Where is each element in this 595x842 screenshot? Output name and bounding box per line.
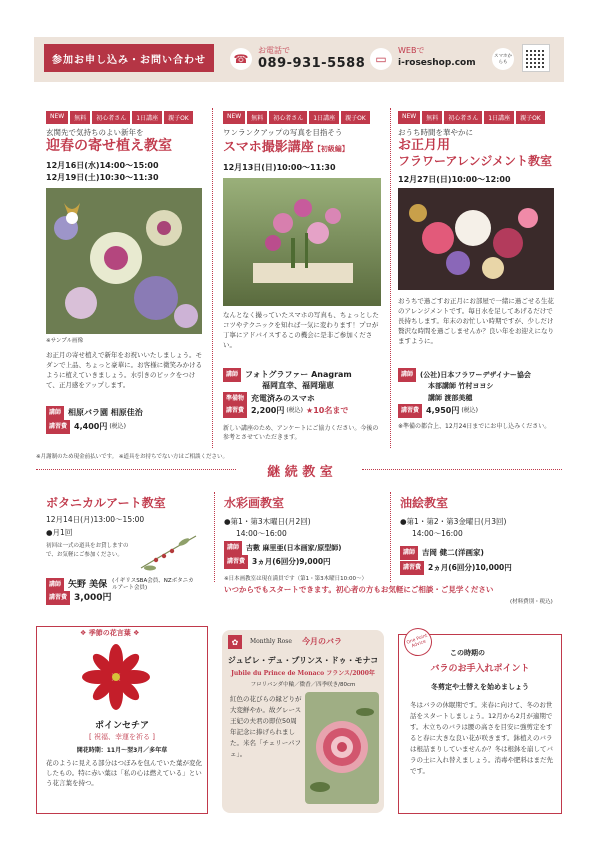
k2-fee: 3ヵ月(6回分)9,000円 [252,557,331,566]
c1-fee: 4,400円 [74,422,108,431]
k3-title: 油絵教室 [400,496,449,510]
c2-fee: 2,200円 [251,406,285,415]
fee-label: 講習費 [223,404,247,418]
c2-tags [223,111,370,124]
rose-label: 今月のバラ [302,637,342,646]
web-label: WEBで [398,46,425,55]
k2-time: 14:00〜16:00 [236,529,287,538]
c2-date: 12月13日(日)10:00〜11:30 [223,163,336,172]
tag: NEW [223,111,245,124]
c1-title: 迎春の寄せ植え教室 [46,138,172,154]
c1-fee-row [46,420,126,434]
k1-fee: 3,000円 [74,593,112,603]
care-title: バラのお手入れポイント [430,664,530,674]
tag: 1日講座 [309,111,339,124]
k2-note: ※日本画教室は現在満員です（第1・第3木曜日10:00〜） [224,576,367,582]
tag: 初心者さん [269,111,307,124]
continuing-title: 継 続 教 室 [267,465,333,480]
teacher-label: 講師 [400,546,418,560]
c2-teacher: フォトグラファー Anagram [245,370,352,379]
rose-latin: Jubile du Prince de Monaco フランス/2000年 [231,670,375,677]
rose-label-en: Monthly Rose [250,638,292,645]
c1-teacher: 相原バラ園 相原佳治 [68,408,143,417]
hana-meaning: [ 祝福、幸運を祈る ] [89,733,155,741]
c3-subtitle: おうち時間を華やかに [398,128,473,137]
c2-teacher2: 福岡直幸、福岡瑞恵 [262,381,334,390]
c3-fee-note: (税込) [461,407,479,414]
care-head: この時期の [450,649,485,657]
divider [36,469,236,470]
c1-fee-note: (税込) [109,423,127,430]
phone-label: お電話で [258,46,290,55]
phone-number[interactable]: 089-931-5588 [258,56,366,71]
k3-freq: ●第1・第2・第3金曜日(月3回) [400,517,507,526]
c3-photo [398,188,554,290]
tag: NEW [398,111,420,124]
computer-icon: ▭ [370,48,392,70]
c2-fee-row [223,404,348,418]
one-point-badge: One Point Advice [400,624,436,660]
hana-title: 季節の花言葉 [88,629,131,637]
c1-body: お正月の寄せ植えで新年をお祝いいたしましょう。モダンで上品、ちょっと豪華に。お客様に微笑みかけるように植えていきましょう。水引きのピックをつけて、正月感をアップします。 [46,351,203,389]
c3-fee-row [398,404,478,418]
c1-photo-note: ※サンプル画像 [46,338,84,344]
k1-teacher-note: (イギリスSBA会員、NZボタニカルアート会員) [112,578,194,591]
c1-date1: 12月16日(水)14:00〜15:00 [46,161,159,170]
c1-photo [46,188,202,334]
tag: 親子OK [516,111,545,124]
fee-label: 講習費 [46,420,70,434]
c1-teacher-row [46,406,143,420]
c2-prep: 充電済みのスマホ [251,394,315,403]
divider [390,492,391,582]
payment-notice: ※月謝制のため現金前払いです。 ※道具をお持ちでない方はご相談ください。 [36,454,228,460]
tag: 1日講座 [484,111,514,124]
c2-capacity: ★10名まで [306,406,349,415]
care-sub: 冬剪定や土替えを始めましょう [431,683,529,691]
care-body: 冬はバラの休眠期です。来春に向けて、冬のお世話をスタートしましょう。12月から2月が適期です。木立ちのバラは腰の高さを目安に強剪定をすると春に大きな良い花が咲きます。鉢植えのバラは根詰まりしていませんか？冬は根鉢を崩してバラの土に入れ替えましょう。消毒や肥料はまだ先です。 [410,701,553,775]
rose-body: 紅色の花びらの縁どりが大変鮮やか。故グレース王妃の夫君の即位50周年記念に捧げられました。米名「チェリーパフェ」。 [230,695,302,758]
c2-photo [223,178,381,306]
phone-icon: ☎ [230,48,252,70]
tag: NEW [46,111,68,124]
teacher-label: 講師 [398,368,416,382]
tag: 無料 [70,111,90,124]
k1-teacher-row [46,578,197,592]
k1-body: 初回は一式の道具をお貸しますので、お気軽にご参加ください。 [46,543,129,558]
web-url[interactable]: i-roseshop.com [398,58,476,68]
divider [390,108,391,448]
c2-title: スマホ撮影講座 [223,140,314,155]
c2-subtitle: ワンランクアップの写真を目指そう [223,128,343,137]
fee-label: 講習費 [224,555,248,569]
rose-name: ジュビレ・デュ・プリンス・ドゥ・モナコ [227,656,379,665]
smartphone-badge: スマホからも [492,48,514,70]
k1-illustration [136,528,204,576]
c3-title2: フラワーアレンジメント教室 [398,154,552,168]
qr-code[interactable] [522,44,550,72]
c3-fee: 4,950円 [426,406,460,415]
k1-date: 12月14日(月)13:00〜15:00 [46,515,145,524]
k3-fee-row [400,561,512,575]
c2-title-tag: 【初級編】 [313,145,349,153]
k1-fee-row [46,591,111,605]
tag: 1日講座 [132,111,162,124]
fee-label: 講習費 [400,561,424,575]
hana-body: 花のように見える部分はつぼみを包んでいた葉が変化したもの。特に赤い葉は「私の心は燃えている」という花言葉を持つ。 [46,759,202,787]
c3-footnote: ※準備の都合上、12月24日までにお申し込みください。 [398,423,551,430]
k3-fee: 2ヵ月(6回分)10,000円 [428,563,512,572]
tag: 初心者さん [92,111,130,124]
c1-tags [46,111,193,124]
k2-title: 水彩画教室 [224,496,285,510]
prep-label: 準備物 [223,392,247,406]
rose-spec: フロリバンダ中輪／微香／四季咲き/80cm [250,682,356,688]
c3-date: 12月27日(日)10:00〜12:00 [398,175,511,184]
hana-season: 開花時期：11月〜翌3月／多年草 [76,747,168,754]
hana-title-wrap: ❖ 季節の花言葉 ❖ [80,629,140,637]
hana-name: ポインセチア [94,721,149,731]
k2-teacher-row [224,541,341,555]
c3-body: おうちで過ごすお正月にお部屋で一緒に過ごせる生花のアレンジメントです。毎日水を足してあげるだけで長持ちします。年末のお忙しい時期ですが、少しだけ贅沢な時間を過ごしませんか？良い年をお迎えになりますように。 [398,297,554,345]
divider [362,469,562,470]
k2-freq: ●第1・第3木曜日(月2回) [224,517,311,526]
c3-teacher2: 本部講師 竹村ヨヨシ [428,382,494,390]
rose-photo [305,692,379,804]
k1-teacher: 矢野 美保 [68,580,108,590]
divider [214,492,215,582]
tag: 親子OK [341,111,370,124]
c3-title1: お正月用 [398,138,451,153]
k3-teacher-row [400,546,484,560]
welcome-note: (材料費別・税込) [510,599,553,605]
k3-teacher: 吉岡 健二(洋画家) [422,548,484,557]
k1-freq: ●月1回 [46,528,73,537]
tag: 初心者さん [444,111,482,124]
k3-time: 14:00〜16:00 [412,529,463,538]
c1-subtitle: 玄関先で気持ちのよい新年を [46,128,144,137]
fee-label: 講習費 [398,404,422,418]
k2-teacher: 吉數 麻里亜(日本画家/原型師) [246,544,342,552]
c3-teacher3: 講師 渡部美穂 [428,394,473,402]
fee-label: 講習費 [46,591,70,605]
c2-fee-note: (税込) [286,407,304,414]
poinsettia-photo [70,642,162,712]
tag: 親子OK [164,111,193,124]
c2-body: なんとなく撮っていたスマホの写真も、ちょっとしたコツやテクニックを知れば一気に変わります！プロが丁寧にアドバイスするこの機会に是非ご参加ください。 [223,311,379,349]
k1-title: ボタニカルアート教室 [46,496,166,510]
tag: 無料 [422,111,442,124]
divider [212,108,213,448]
c1-date2: 12月19日(土)10:30〜11:30 [46,173,159,182]
teacher-label: 講師 [46,406,64,420]
k2-fee-row [224,555,331,569]
c2-footnote: 新しい講座のため、アンケートにご協力ください。今後の参考とさせていただきます。 [223,425,379,441]
c3-teacher1: (公社)日本フラワーデザイナー協会 [420,371,531,379]
c3-tags [398,111,545,124]
tag: 無料 [247,111,267,124]
teacher-label: 講師 [46,578,64,592]
teacher-label: 講師 [224,541,242,555]
welcome-text: いつからでもスタートできます。初心者の方もお気軽にご相談・ご見学ください [224,585,494,594]
teacher-label: 講師 [223,368,241,382]
rose-icon: ✿ [228,635,242,649]
contact-button[interactable]: 参加お申し込み・お問い合わせ [44,44,214,72]
c2-title-wrap [223,140,349,157]
